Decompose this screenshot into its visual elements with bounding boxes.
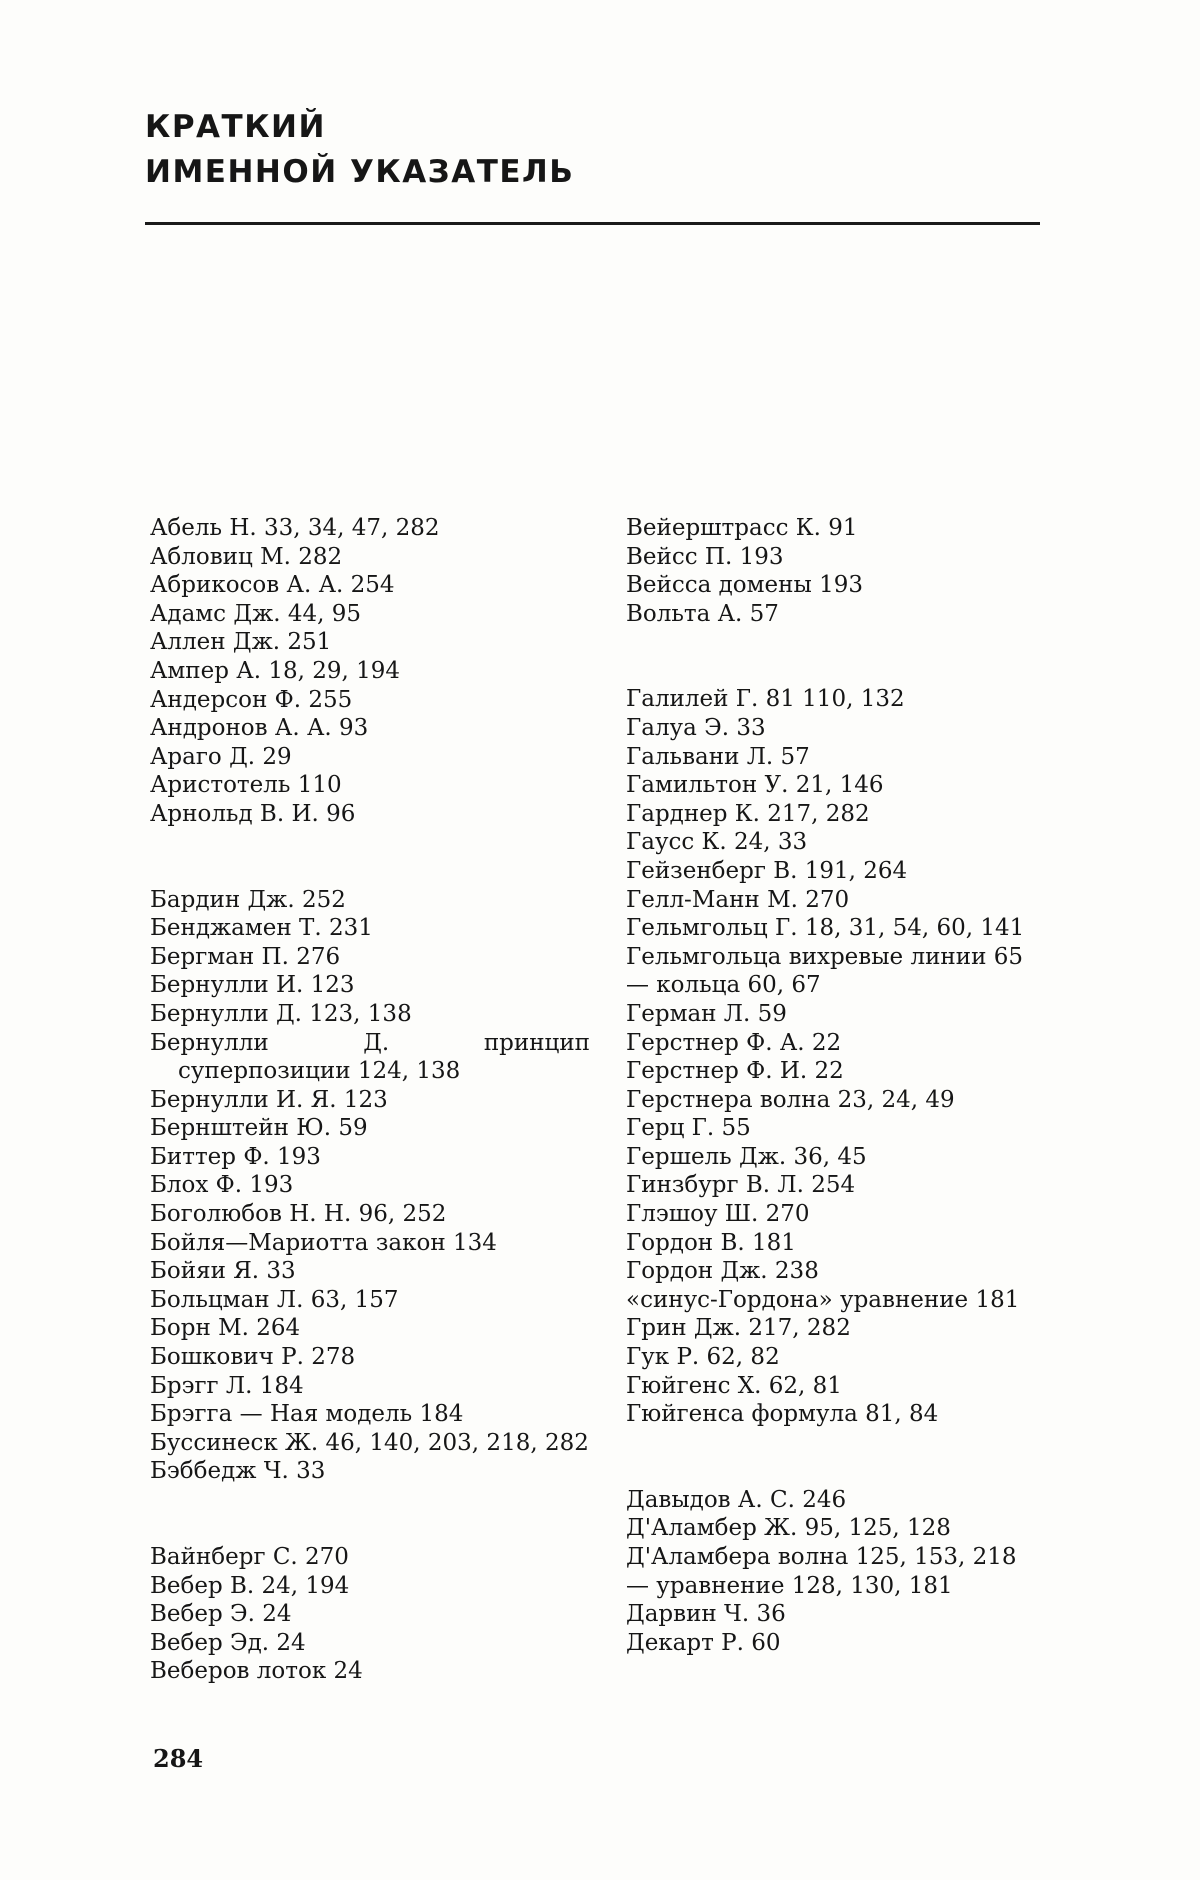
index-entry: Бернулли И. Я. 123 (150, 1086, 388, 1113)
index-entry: Адамс Дж. 44, 95 (150, 600, 362, 627)
index-entry: Бернулли Д. принцип суперпозиции 124, 138 (150, 1029, 590, 1085)
title-line-2: ИМЕННОЙ УКАЗАТЕЛЬ (145, 154, 575, 190)
index-entry: Борн М. 264 (150, 1315, 301, 1342)
index-column-left (150, 514, 590, 1686)
index-entry: Д'Аламбер Ж. 95, 125, 128 (626, 1515, 951, 1542)
index-title (145, 105, 574, 195)
letter-group-gap (150, 1486, 590, 1543)
index-entry: Декарт Р. 60 (626, 1629, 781, 1656)
index-entry: Бэббедж Ч. 33 (150, 1458, 326, 1485)
title-rule (145, 222, 1040, 225)
index-entry: Гордон В. 181 (626, 1229, 796, 1256)
letter-group-gap (150, 829, 590, 886)
index-entry: Аллен Дж. 251 (150, 629, 332, 656)
index-entry: Гюйгенс Х. 62, 81 (626, 1372, 842, 1399)
index-entry: Больцман Л. 63, 157 (150, 1286, 399, 1313)
index-entry: Гаусс К. 24, 33 (626, 829, 808, 856)
index-entry: Бенджамен Т. 231 (150, 915, 373, 942)
index-entry: Гинзбург В. Л. 254 (626, 1172, 856, 1199)
index-entry: Аристотель 110 (150, 772, 342, 799)
index-entry: — кольца 60, 67 (626, 972, 821, 999)
index-entry: Брэгга — Ная модель 184 (150, 1401, 464, 1428)
index-entry: Бойля—Мариотта закон 134 (150, 1229, 497, 1256)
index-entry: Вебер В. 24, 194 (150, 1572, 350, 1599)
index-entry: Андронов А. А. 93 (150, 715, 369, 742)
index-entry: Веберов лоток 24 (150, 1658, 363, 1685)
index-entry: Герстнера волна 23, 24, 49 (626, 1086, 955, 1113)
page-number: 284 (153, 1744, 204, 1773)
index-entry: Боголюбов Н. Н. 96, 252 (150, 1201, 447, 1228)
index-entry: Вебер Эд. 24 (150, 1629, 306, 1656)
index-entry: Блох Ф. 193 (150, 1172, 294, 1199)
index-entry: Вейерштрасс К. 91 (626, 515, 858, 541)
index-entry: «синус-Гордона» уравнение 181 (626, 1286, 1020, 1313)
index-entry: Бошкович Р. 278 (150, 1344, 356, 1371)
index-entry: Бойяи Я. 33 (150, 1258, 296, 1285)
index-entry: Гальвани Л. 57 (626, 743, 810, 770)
letter-group-gap (626, 1429, 1066, 1486)
index-entry: Галилей Г. 81 110, 132 (626, 686, 905, 713)
index-entry: Бернштейн Ю. 59 (150, 1115, 368, 1142)
index-entry: Герц Г. 55 (626, 1115, 751, 1142)
title-line-1: КРАТКИЙ (145, 109, 326, 145)
index-entry: Гельмгольц Г. 18, 31, 54, 60, 141 (626, 915, 1025, 942)
index-entry: Вейсса домены 193 (626, 572, 863, 599)
index-entry: Гюйгенса формула 81, 84 (626, 1401, 939, 1428)
index-entry: Буссинеск Ж. 46, 140, 203, 218, 282 (150, 1429, 589, 1456)
index-entry: Гелл-Манн М. 270 (626, 886, 850, 913)
index-entry: Бернулли Д. 123, 138 (150, 1000, 412, 1027)
index-entry: Гейзенберг В. 191, 264 (626, 857, 908, 884)
index-entry: Давыдов А. С. 246 (626, 1486, 847, 1513)
index-entry: Вайнберг С. 270 (150, 1544, 349, 1570)
index-entry: Гарднер К. 217, 282 (626, 800, 870, 827)
index-entry: Дарвин Ч. 36 (626, 1601, 786, 1628)
index-entry: Бергман П. 276 (150, 943, 341, 970)
index-entry: Герман Л. 59 (626, 1000, 787, 1027)
index-entry: Абрикосов А. А. 254 (150, 572, 395, 599)
index-entry: Араго Д. 29 (150, 743, 292, 770)
index-entry: Гершель Дж. 36, 45 (626, 1143, 867, 1170)
index-entry: Герстнер Ф. А. 22 (626, 1029, 842, 1056)
index-entry: Андерсон Ф. 255 (150, 686, 353, 713)
index-column-right (626, 514, 1066, 1657)
index-entry: Гук Р. 62, 82 (626, 1344, 780, 1371)
index-entry: Грин Дж. 217, 282 (626, 1315, 851, 1342)
index-entry: Вейсс П. 193 (626, 543, 784, 570)
index-entry: Арнольд В. И. 96 (150, 800, 356, 827)
index-entry: Абловиц М. 282 (150, 543, 343, 570)
index-entry: Вебер Э. 24 (150, 1601, 292, 1628)
index-entry: Герстнер Ф. И. 22 (626, 1058, 844, 1085)
index-entry: Вольта А. 57 (626, 600, 779, 627)
index-entry: Гельмгольца вихревые линии 65 (626, 943, 1023, 970)
index-entry: Бернулли И. 123 (150, 972, 355, 999)
index-entry: — уравнение 128, 130, 181 (626, 1572, 953, 1599)
index-entry: Брэгг Л. 184 (150, 1372, 304, 1399)
index-entry: Ампер А. 18, 29, 194 (150, 657, 401, 684)
index-entry: Галуа Э. 33 (626, 714, 766, 741)
index-entry: Биттер Ф. 193 (150, 1143, 321, 1170)
index-entry: Бардин Дж. 252 (150, 886, 346, 913)
index-entry: Абель Н. 33, 34, 47, 282 (150, 515, 440, 541)
index-entry: Д'Аламбера волна 125, 153, 218 (626, 1544, 1017, 1570)
index-entry: Гамильтон У. 21, 146 (626, 772, 884, 799)
index-entry: Глэшоу Ш. 270 (626, 1201, 810, 1228)
letter-group-gap (626, 628, 1066, 685)
index-entry: Гордон Дж. 238 (626, 1258, 819, 1285)
